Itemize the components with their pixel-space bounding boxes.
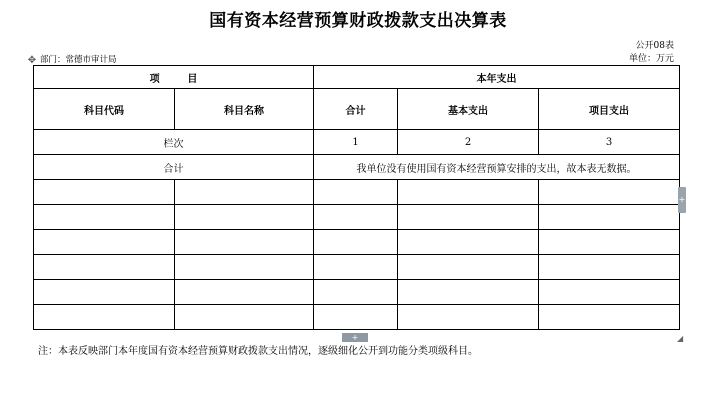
table-cell[interactable] — [398, 230, 539, 255]
expenditure-table — [33, 65, 680, 330]
table-cell[interactable] — [398, 205, 539, 230]
total-row-label: 合计 — [34, 155, 314, 180]
table-cell[interactable] — [34, 230, 175, 255]
header-basic-expenditure: 基本支出 — [398, 89, 539, 130]
header-subject-code: 科目代码 — [34, 89, 175, 130]
header-row-2 — [34, 89, 680, 130]
header-project-expenditure: 项目支出 — [539, 89, 680, 130]
table-cell[interactable] — [314, 280, 398, 305]
table-cell[interactable] — [34, 305, 175, 330]
table-row — [34, 205, 680, 230]
table-cell[interactable] — [175, 230, 314, 255]
table-row — [34, 180, 680, 205]
table-cell[interactable] — [34, 205, 175, 230]
table-cell[interactable] — [398, 180, 539, 205]
column-index-3: 3 — [539, 130, 680, 155]
table-cell[interactable] — [398, 305, 539, 330]
header-current-year-expenditure: 本年支出 — [314, 66, 680, 89]
side-expand-button[interactable] — [678, 187, 686, 213]
footnote: 注：本表反映部门本年度国有资本经营预算财政拨款支出情况，逐级细化公开到功能分类项级科目。 — [38, 346, 478, 357]
add-row-button[interactable] — [342, 333, 368, 342]
four-arrows-icon[interactable]: ✥ — [27, 55, 37, 66]
corner-resize-icon[interactable]: ◢ — [677, 334, 684, 343]
column-index-1: 1 — [314, 130, 398, 155]
report-title: 国有资本经营预算财政拨款支出决算表 — [209, 11, 507, 31]
header-subject-name: 科目名称 — [175, 89, 314, 130]
column-index-label: 栏次 — [34, 130, 314, 155]
no-data-message: 我单位没有使用国有资本经营预算安排的支出，故本表无数据。 — [314, 155, 680, 180]
table-row — [34, 230, 680, 255]
form-number: 公开08表 — [635, 41, 674, 51]
table-cell[interactable] — [314, 305, 398, 330]
table-cell[interactable] — [539, 280, 680, 305]
header-total: 合计 — [314, 89, 398, 130]
plus-icon: + — [678, 195, 686, 204]
department-label: 部门：常德市审计局 — [40, 55, 117, 65]
total-row — [34, 155, 680, 180]
table-cell[interactable] — [314, 205, 398, 230]
table-cell[interactable] — [398, 280, 539, 305]
table-cell[interactable] — [175, 305, 314, 330]
table-cell[interactable] — [539, 205, 680, 230]
table-cell[interactable] — [398, 255, 539, 280]
table-cell[interactable] — [314, 180, 398, 205]
column-index-row — [34, 130, 680, 155]
table-cell[interactable] — [314, 230, 398, 255]
plus-icon: + — [351, 333, 359, 342]
table-cell[interactable] — [34, 180, 175, 205]
table-cell[interactable] — [539, 230, 680, 255]
unit-label: 单位：万元 — [628, 54, 674, 64]
table-cell[interactable] — [539, 180, 680, 205]
header-item: 项 目 — [34, 66, 314, 89]
table-cell[interactable] — [539, 255, 680, 280]
table-cell[interactable] — [34, 280, 175, 305]
table-cell[interactable] — [175, 255, 314, 280]
table-row — [34, 280, 680, 305]
table-row — [34, 255, 680, 280]
table-cell[interactable] — [34, 255, 175, 280]
table-cell[interactable] — [175, 280, 314, 305]
table-cell[interactable] — [539, 305, 680, 330]
header-row-1 — [34, 66, 680, 89]
column-index-2: 2 — [398, 130, 539, 155]
table-cell[interactable] — [175, 205, 314, 230]
table-cell[interactable] — [175, 180, 314, 205]
table-row — [34, 305, 680, 330]
table-cell[interactable] — [314, 255, 398, 280]
